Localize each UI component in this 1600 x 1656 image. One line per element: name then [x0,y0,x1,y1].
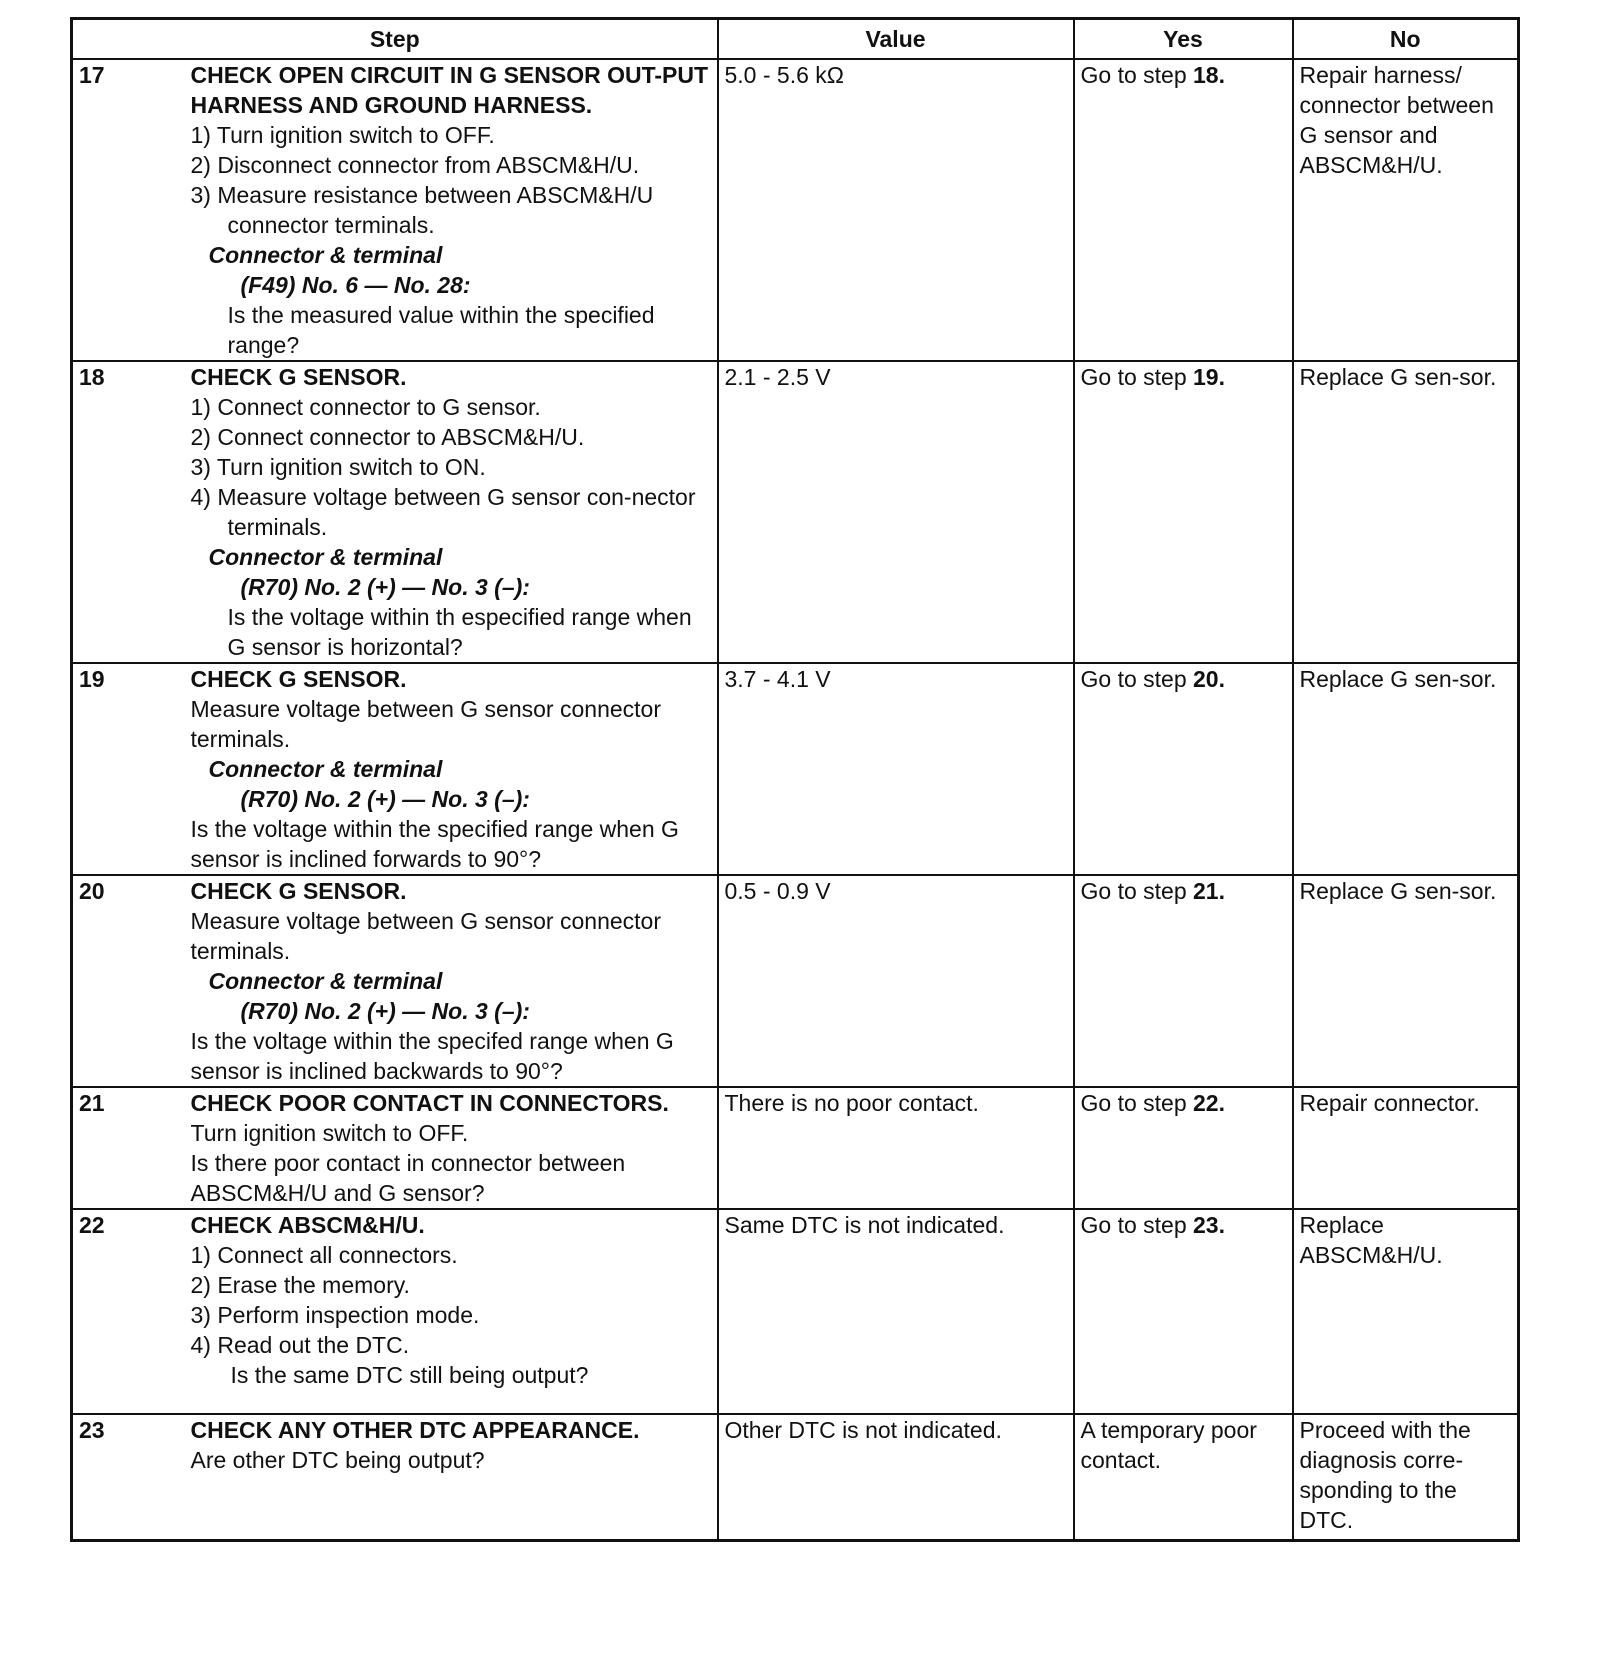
yes-text: Go to step [1080,1212,1194,1238]
value-cell: 0.5 - 0.9 V [718,875,1074,1087]
value-cell: 5.0 - 5.6 kΩ [718,59,1074,361]
step-cell [185,1087,718,1209]
value-cell: Other DTC is not indicated. [718,1414,1074,1540]
step-line: Is there poor contact in connector between ABSCM&H/U and G sensor? [190,1150,626,1206]
yes-step-ref: 18. [1193,62,1225,88]
no-cell: Replace G sen-sor. [1293,663,1519,875]
step-item: 2) Disconnect connector from ABSCM&H/U. [190,152,640,178]
yes-text: Go to step [1080,364,1194,390]
step-question: Is the voltage within the specifed range when G sensor is inclined backwards to 90°? [190,1028,674,1084]
step-heading: CHECK ANY OTHER DTC APPEARANCE. [190,1417,640,1443]
step-line: Are other DTC being output? [190,1447,485,1473]
yes-text: Go to step [1080,1090,1194,1116]
connector-label: Connector & terminal [208,756,443,782]
step-item: 3) Measure resistance between ABSCM&H/U connector terminals. [190,182,654,238]
yes-cell [1074,875,1293,1087]
no-cell: Repair connector. [1293,1087,1519,1209]
no-cell: Replace ABSCM&H/U. [1293,1209,1519,1414]
step-number: 17 [72,59,185,361]
step-question: Is the voltage within th especified range when G sensor is horizontal? [227,604,692,660]
step-question: Is the measured value within the specified range? [227,302,655,358]
terminal-label: (R70) No. 2 (+) — No. 3 (–): [240,786,530,812]
yes-cell: A temporary poor contact. [1074,1414,1293,1540]
header-row [72,19,1519,60]
terminal-label: (R70) No. 2 (+) — No. 3 (–): [240,574,530,600]
step-cell [185,1414,718,1540]
step-item: 1) Connect all connectors. [190,1242,458,1268]
table-row [72,1209,1519,1414]
value-cell: Same DTC is not indicated. [718,1209,1074,1414]
step-cell [185,361,718,663]
table-row [72,59,1519,361]
yes-step-ref: 23. [1193,1212,1225,1238]
table-row [72,1087,1519,1209]
step-cell [185,875,718,1087]
step-heading: CHECK ABSCM&H/U. [190,1212,425,1238]
step-cell [185,59,718,361]
step-heading: CHECK OPEN CIRCUIT IN G SENSOR OUT-PUT HARNESS AND GROUND HARNESS. [190,62,709,118]
yes-text: Go to step [1080,62,1194,88]
connector-label: Connector & terminal [208,242,443,268]
step-item: 3) Turn ignition switch to ON. [190,454,486,480]
step-heading: CHECK G SENSOR. [190,878,407,904]
step-heading: CHECK G SENSOR. [190,364,407,390]
header-yes: Yes [1074,19,1293,60]
step-heading: CHECK POOR CONTACT IN CONNECTORS. [190,1090,669,1116]
step-heading: CHECK G SENSOR. [190,666,407,692]
step-number: 19 [72,663,185,875]
step-question: Is the voltage within the specified range when G sensor is inclined forwards to 90°? [190,816,679,872]
step-paragraph: Measure voltage between G sensor connector terminals. [190,908,661,964]
yes-step-ref: 20. [1193,666,1225,692]
step-number: 21 [72,1087,185,1209]
no-cell: Proceed with the diagnosis corre-sponding to the DTC. [1293,1414,1519,1540]
step-question: Is the same DTC still being output? [230,1362,589,1388]
step-number: 20 [72,875,185,1087]
table-row [72,875,1519,1087]
terminal-label: (F49) No. 6 — No. 28: [240,272,471,298]
no-cell: Repair harness/ connector between G sensor and ABSCM&H/U. [1293,59,1519,361]
terminal-label: (R70) No. 2 (+) — No. 3 (–): [240,998,530,1024]
yes-text: Go to step [1080,666,1194,692]
yes-cell [1074,59,1293,361]
yes-cell [1074,1209,1293,1414]
step-item: 2) Erase the memory. [190,1272,410,1298]
table-row [72,1414,1519,1540]
yes-cell [1074,361,1293,663]
table-row [72,361,1519,663]
yes-cell [1074,1087,1293,1209]
value-cell: 2.1 - 2.5 V [718,361,1074,663]
step-item: 1) Turn ignition switch to OFF. [190,122,495,148]
step-cell [185,1209,718,1414]
step-cell [185,663,718,875]
step-item: 1) Connect connector to G sensor. [190,394,541,420]
step-number: 22 [72,1209,185,1414]
header-no: No [1293,19,1519,60]
value-cell: There is no poor contact. [718,1087,1074,1209]
connector-label: Connector & terminal [208,968,443,994]
step-item: 4) Read out the DTC. [190,1332,410,1358]
step-paragraph: Measure voltage between G sensor connector terminals. [190,696,661,752]
step-number: 23 [72,1414,185,1540]
header-step: Step [72,19,718,60]
no-cell: Replace G sen-sor. [1293,361,1519,663]
connector-label: Connector & terminal [208,544,443,570]
header-value: Value [718,19,1074,60]
yes-text: Go to step [1080,878,1194,904]
yes-step-ref: 22. [1193,1090,1225,1116]
step-line: Turn ignition switch to OFF. [190,1120,469,1146]
step-number: 18 [72,361,185,663]
table-row [72,663,1519,875]
step-item: 2) Connect connector to ABSCM&H/U. [190,424,585,450]
yes-step-ref: 21. [1193,878,1225,904]
yes-cell [1074,663,1293,875]
diagnostic-table [70,17,1520,1542]
step-item: 4) Measure voltage between G sensor con-nector terminals. [190,484,696,540]
value-cell: 3.7 - 4.1 V [718,663,1074,875]
no-cell: Replace G sen-sor. [1293,875,1519,1087]
step-item: 3) Perform inspection mode. [190,1302,480,1328]
yes-step-ref: 19. [1193,364,1225,390]
